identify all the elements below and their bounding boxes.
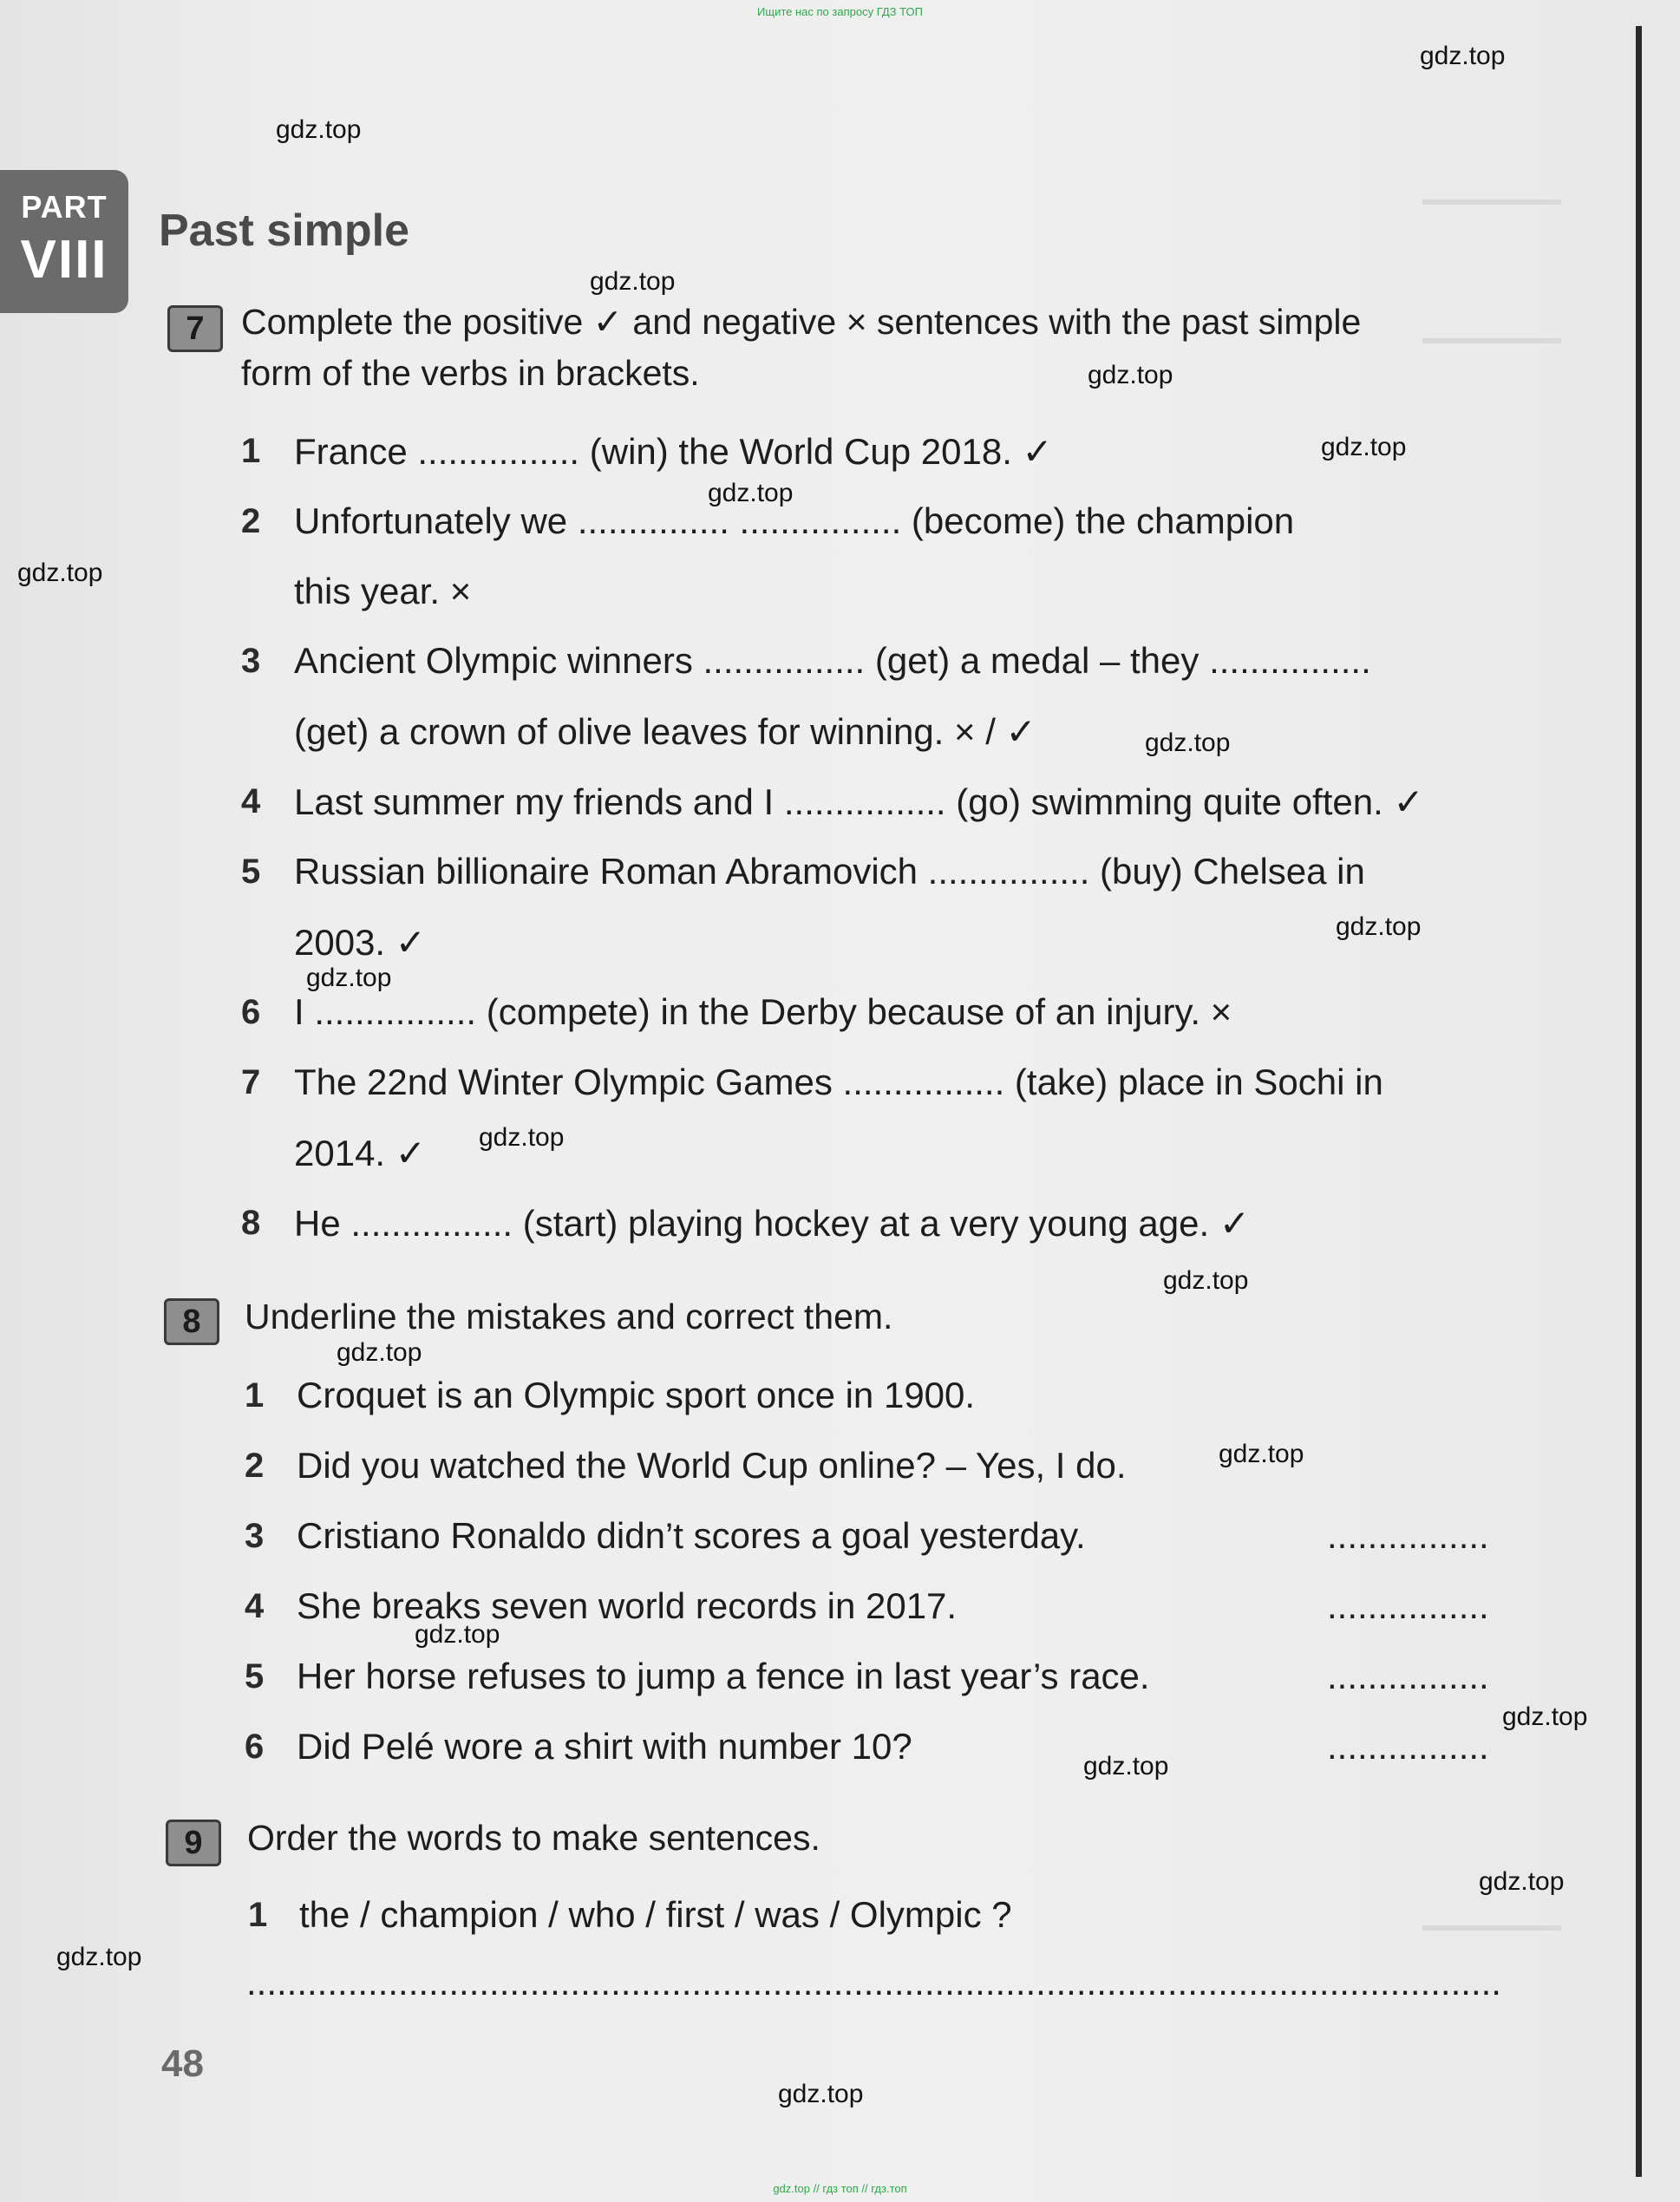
ex7-item-text: France ................ (win) the World Cup 2018. ✓ xyxy=(294,431,1053,472)
exercise-7-instruction-line1: Complete the positive ✓ and negative × sentences with the past simple xyxy=(241,302,1362,342)
watermark: gdz.top xyxy=(479,1123,565,1152)
ex7-item-number: 7 xyxy=(241,1063,261,1101)
ex9-answer-line[interactable]: ............................................................................................................................ xyxy=(246,1962,1501,2003)
ex8-item-number: 6 xyxy=(245,1728,265,1766)
ex8-item-text: Croquet is an Olympic sport once in 1900. xyxy=(297,1375,976,1415)
bleed-through-line xyxy=(1422,338,1561,343)
watermark: gdz.top xyxy=(337,1338,422,1367)
watermark: gdz.top xyxy=(415,1620,500,1649)
ex8-item-text: Her horse refuses to jump a fence in last year’s race. xyxy=(297,1656,1150,1696)
ex7-item-text: I ................ (compete) in the Derby because of an injury. × xyxy=(294,991,1232,1032)
ex8-answer-line[interactable]: ................ xyxy=(1327,1726,1489,1767)
ex7-item-text: Unfortunately we ............... ................ (become) the champion xyxy=(294,500,1295,541)
watermark: gdz.top xyxy=(708,479,794,507)
watermark: gdz.top xyxy=(1088,361,1173,389)
ex8-answer-line[interactable]: ................ xyxy=(1327,1656,1489,1696)
watermark: gdz.top xyxy=(1219,1440,1304,1468)
watermark: gdz.top xyxy=(590,267,676,296)
top-ad-text[interactable]: Ищите нас по запросу ГДЗ ТОП xyxy=(757,5,923,18)
ex8-item-number: 4 xyxy=(245,1587,265,1625)
part-tab xyxy=(0,170,128,313)
ex8-item-text: She breaks seven world records in 2017. xyxy=(297,1585,958,1626)
ex8-answer-line[interactable]: ................ xyxy=(1327,1515,1489,1556)
book-spine-edge xyxy=(1636,26,1642,2177)
watermark: gdz.top xyxy=(306,964,392,992)
ex7-item-text-cont: this year. × xyxy=(294,571,472,611)
ex7-item-text: Russian billionaire Roman Abramovich ................ (buy) Chelsea in xyxy=(294,851,1365,892)
exercise-9-instruction: Order the words to make sentences. xyxy=(247,1818,820,1858)
ex8-item-text: Did Pelé wore a shirt with number 10? xyxy=(297,1726,912,1767)
exercise-7-number: 7 xyxy=(167,305,223,352)
ex8-answer-line[interactable]: ................ xyxy=(1327,1585,1489,1626)
exercise-8-number: 8 xyxy=(164,1298,219,1345)
ex7-item-number: 1 xyxy=(241,432,261,470)
ex7-item-text-cont: 2003. ✓ xyxy=(294,922,426,963)
ex7-item-text: Ancient Olympic winners ................ (get) a medal – they ................ xyxy=(294,640,1371,681)
watermark: gdz.top xyxy=(1479,1867,1565,1896)
page-number: 48 xyxy=(161,2042,204,2085)
ex7-item-number: 6 xyxy=(241,993,261,1031)
part-label: PART xyxy=(21,189,108,225)
ex9-item-text: the / champion / who / first / was / Olympic ? xyxy=(299,1894,1012,1935)
ex7-item-number: 8 xyxy=(241,1204,261,1242)
watermark: gdz.top xyxy=(276,115,362,144)
part-number: VIII xyxy=(20,230,108,290)
exercise-7-instruction-line2: form of the verbs in brackets. xyxy=(241,353,700,393)
exercise-8-instruction: Underline the mistakes and correct them. xyxy=(245,1297,893,1336)
ex9-item-number: 1 xyxy=(248,1896,268,1934)
ex8-item-number: 5 xyxy=(245,1657,265,1696)
watermark: gdz.top xyxy=(778,2080,864,2108)
watermark: gdz.top xyxy=(1321,433,1407,461)
bottom-ad-text[interactable]: gdz.top // гдз топ // гдз.топ xyxy=(773,2182,907,2195)
watermark: gdz.top xyxy=(17,559,103,587)
section-title: Past simple xyxy=(159,206,410,256)
watermark: gdz.top xyxy=(1420,42,1506,70)
ex8-item-number: 1 xyxy=(245,1376,265,1415)
watermark: gdz.top xyxy=(1336,912,1422,941)
ex8-item-number: 2 xyxy=(245,1447,265,1485)
watermark: gdz.top xyxy=(56,1943,142,1971)
ex7-item-number: 3 xyxy=(241,642,261,680)
ex7-item-text: He ................ (start) playing hockey at a very young age. ✓ xyxy=(294,1203,1251,1244)
ex8-item-number: 3 xyxy=(245,1517,265,1555)
watermark: gdz.top xyxy=(1502,1702,1588,1731)
ex7-item-text: The 22nd Winter Olympic Games ................ (take) place in Sochi in xyxy=(294,1062,1383,1102)
ex7-item-number: 4 xyxy=(241,782,261,820)
watermark: gdz.top xyxy=(1163,1266,1249,1295)
ex7-item-number: 2 xyxy=(241,502,261,540)
bleed-through-line xyxy=(1422,199,1561,205)
ex7-item-text-cont: (get) a crown of olive leaves for winning. × / ✓ xyxy=(294,711,1036,752)
ex7-item-text: Last summer my friends and I ................ (go) swimming quite often. ✓ xyxy=(294,781,1424,822)
exercise-9-number: 9 xyxy=(166,1820,221,1866)
ex8-item-text: Cristiano Ronaldo didn’t scores a goal yesterday. xyxy=(297,1515,1086,1556)
bleed-through-line xyxy=(1422,1925,1561,1931)
watermark: gdz.top xyxy=(1145,729,1231,757)
ex8-item-text: Did you watched the World Cup online? – Yes, I do. xyxy=(297,1445,1127,1486)
ex7-item-number: 5 xyxy=(241,853,261,891)
watermark: gdz.top xyxy=(1083,1752,1169,1781)
ex7-item-text-cont: 2014. ✓ xyxy=(294,1133,426,1173)
